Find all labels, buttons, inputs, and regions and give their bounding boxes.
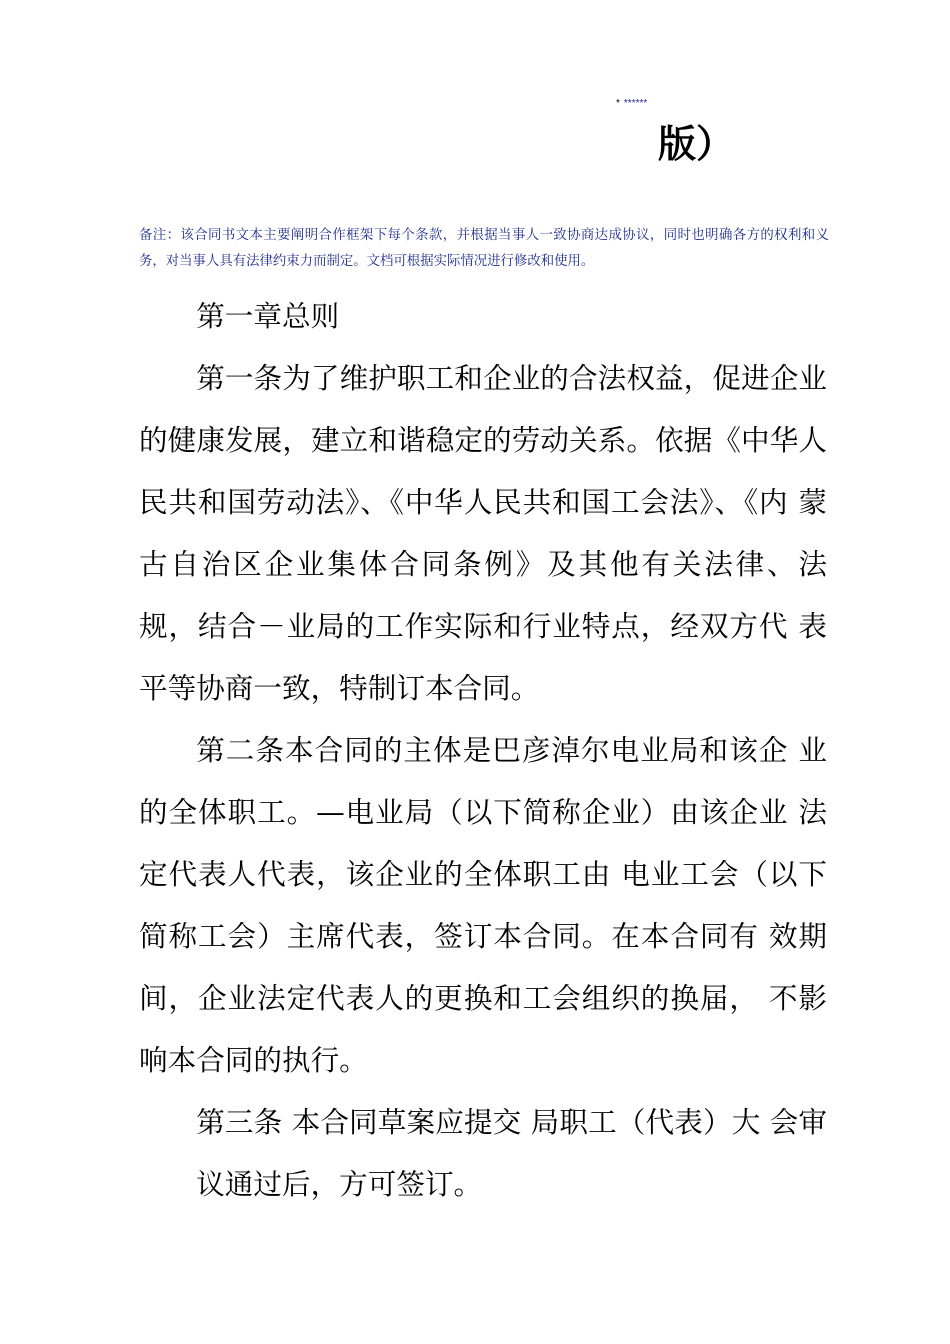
article-2: 第二条本合同的主体是巴彦淖尔电业局和该企 业的全体职工。—电业局（以下简称企业）由该企业 法定代表人代表，该企业的全体职工由 电业工会（以下简称工会）主席代表，签订本合同。在本合同有 效期间，企业法定代表人的更换和工会组织的换届， 不影响本合同的执行。 — [139, 733, 827, 1077]
document-title-fragment: 版） — [658, 122, 735, 166]
header-mark-asterisk: * — [616, 98, 620, 109]
header-mark — [616, 98, 647, 109]
remark-note: 备注：该合同书文本主要阐明合作框架下每个条款，并根据当事人一致协商达成协议，同时也明确各方的权利和义务，对当事人具有法律约束力而制定。文档可根据实际情况进行修改和使用。 — [139, 228, 829, 269]
article-1: 第一条为了维护职工和企业的合法权益，促进企业的健康发展，建立和谐稳定的劳动关系。依据《中华人民共和国劳动法》、《中华人民共和国工会法》、《内 蒙古自治区企业集体合同条例》及其他有关法律、法 规，结合－业局的工作实际和行业特点，经双方代 表平等协商一致，特制订本合同。 — [139, 361, 827, 705]
chapter-title: 第一章总则 — [196, 299, 340, 333]
contract-body — [139, 285, 827, 1215]
header-mark-stars: ****** — [623, 98, 648, 109]
article-3: 第三条 本合同草案应提交 局职工（代表）大 会审议通过后，方可签订。 — [196, 1105, 827, 1201]
